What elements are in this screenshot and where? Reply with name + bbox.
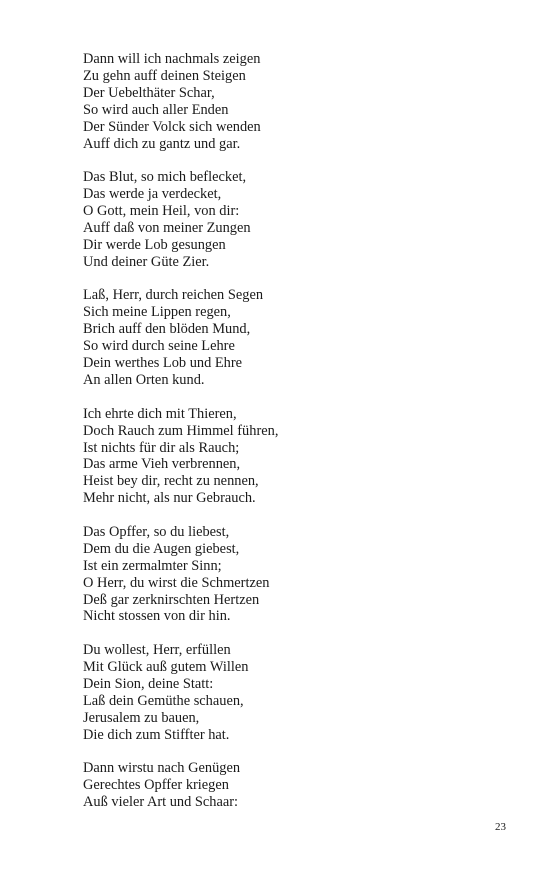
verse-line: Doch Rauch zum Himmel führen, bbox=[83, 422, 279, 439]
verse-line: So wird auch aller Enden bbox=[83, 101, 229, 118]
verse-line: Dir werde Lob gesungen bbox=[83, 236, 226, 253]
verse-line: Dann will ich nachmals zeigen bbox=[83, 51, 261, 67]
verse-line: Laß dein Gemüthe schauen, bbox=[83, 692, 244, 709]
verse-line: Der Uebelthäter Schar, bbox=[83, 84, 215, 101]
verse-line: Das arme Vieh verbrennen, bbox=[83, 456, 241, 473]
verse-line: Dem du die Augen giebest, bbox=[83, 540, 240, 557]
verse-line: An allen Orten kund. bbox=[83, 372, 205, 388]
verse-line: Gerechtes Opffer kriegen bbox=[83, 777, 229, 794]
verse-line: Der Sünder Volck sich wenden bbox=[83, 118, 261, 135]
verse-line: Das Blut, so mich beflecket, bbox=[83, 169, 247, 186]
verse-line: Dein werthes Lob und Ehre bbox=[83, 355, 243, 372]
verse-line: Auff dich zu gantz und gar. bbox=[83, 135, 241, 152]
verse-line: Du wollest, Herr, erfüllen bbox=[83, 642, 231, 659]
verse-line: Heist bey dir, recht zu nennen, bbox=[83, 473, 259, 490]
verse-line: Jerusalem zu bauen, bbox=[83, 709, 200, 726]
stanza bbox=[83, 406, 503, 507]
stanza bbox=[83, 51, 503, 152]
verse-line: Dann wirstu nach Genügen bbox=[83, 760, 241, 777]
verse-line: Das werde ja verdecket, bbox=[83, 186, 222, 203]
verse-line: Auß vieler Art und Schaar: bbox=[83, 794, 239, 811]
stanza bbox=[83, 760, 503, 811]
verse-line: Nicht stossen von dir hin. bbox=[83, 608, 231, 625]
stanza bbox=[83, 169, 503, 270]
verse-line: O Gott, mein Heil, von dir: bbox=[83, 203, 240, 220]
verse-line: Ist ein zermalmter Sinn; bbox=[83, 557, 222, 574]
verse-line: Und deiner Güte Zier. bbox=[83, 253, 210, 270]
verse-line: Mit Glück auß gutem Willen bbox=[83, 659, 249, 676]
verse-line: Ich ehrte dich mit Thieren, bbox=[83, 405, 237, 422]
stanza bbox=[83, 524, 503, 625]
stanza bbox=[83, 287, 503, 388]
verse-line: So wird durch seine Lehre bbox=[83, 338, 235, 355]
verse-line: Dein Sion, deine Statt: bbox=[83, 675, 214, 692]
verse-line: Auff daß von meiner Zungen bbox=[83, 219, 251, 236]
page-number: 23 bbox=[495, 821, 506, 833]
verse-line: Sich meine Lippen regen, bbox=[83, 304, 231, 321]
verse-line: Zu gehn auff deinen Steigen bbox=[83, 67, 246, 84]
verse-line: O Herr, du wirst die Schmertzen bbox=[83, 574, 270, 591]
verse-line: Deß gar zerknirschten Hertzen bbox=[83, 591, 260, 608]
verse-line: Ist nichts für dir als Rauch; bbox=[83, 439, 240, 456]
verse-line: Mehr nicht, als nur Gebrauch. bbox=[83, 490, 256, 507]
verse-line: Brich auff den blöden Mund, bbox=[83, 321, 251, 338]
verse-line: Die dich zum Stiffter hat. bbox=[83, 726, 230, 743]
stanza bbox=[83, 642, 503, 743]
verse-line: Laß, Herr, durch reichen Segen bbox=[83, 287, 264, 304]
verse-line: Das Opffer, so du liebest, bbox=[83, 523, 230, 540]
poem-body bbox=[83, 51, 503, 811]
